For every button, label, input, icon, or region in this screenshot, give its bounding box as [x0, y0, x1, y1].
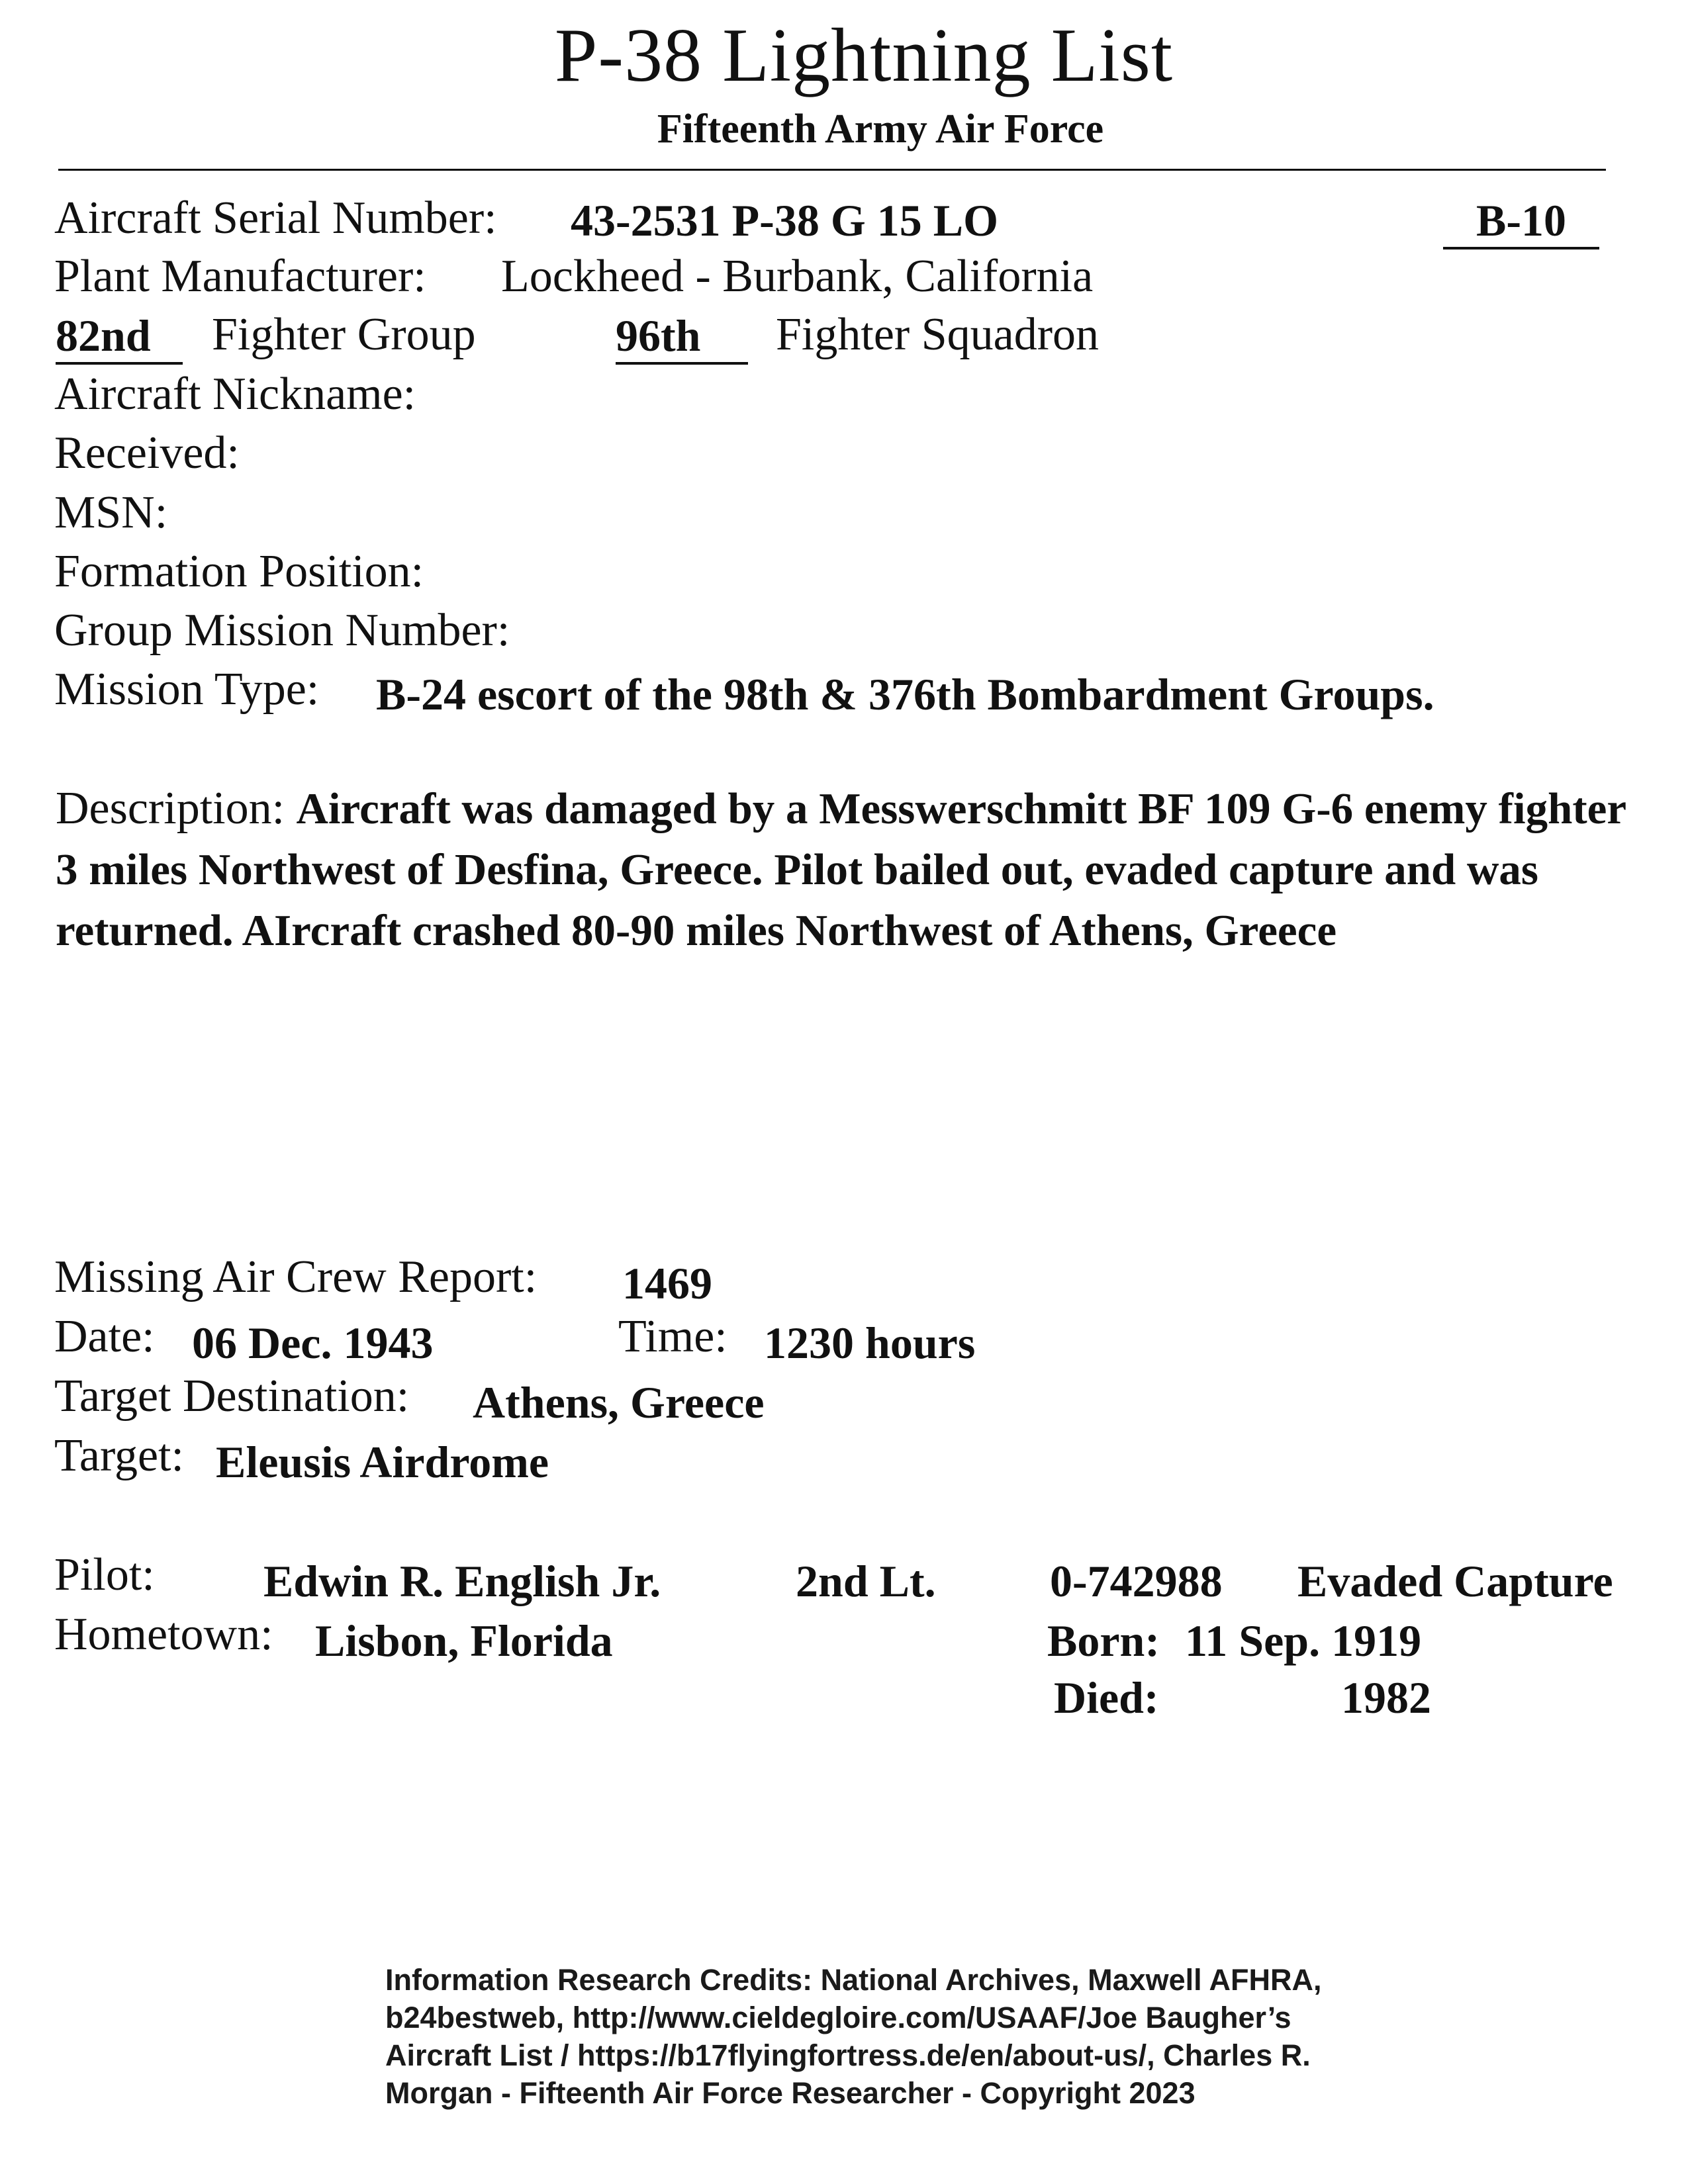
- born-value: 11 Sep. 1919: [1185, 1615, 1422, 1666]
- manufacturer-label: Plant Manufacturer:: [54, 251, 426, 302]
- fighter-group-label: Fighter Group: [212, 309, 476, 360]
- received-label: Received:: [54, 428, 240, 478]
- mission-type-value: B-24 escort of the 98th & 376th Bombardment Groups.: [376, 669, 1434, 719]
- target-label: Target:: [54, 1430, 184, 1481]
- macr-label: Missing Air Crew Report:: [54, 1251, 538, 1302]
- serial-value: 43-2531 P-38 G 15 LO: [571, 195, 998, 246]
- group-mission-number-label: Group Mission Number:: [54, 605, 510, 656]
- aircraft-code: B-10: [1443, 195, 1599, 250]
- macr-value: 1469: [622, 1258, 712, 1308]
- manufacturer-value: Lockheed - Burbank, California: [501, 251, 1094, 302]
- time-value: 1230 hours: [764, 1318, 976, 1368]
- formation-position-label: Formation Position:: [54, 546, 424, 597]
- pilot-rank: 2nd Lt.: [796, 1556, 936, 1606]
- target-value: Eleusis Airdrome: [216, 1437, 549, 1487]
- page-subtitle: Fifteenth Army Air Force: [657, 107, 1104, 152]
- page-title: P-38 Lightning List: [554, 13, 1174, 98]
- pilot-name: Edwin R. English Jr.: [263, 1556, 661, 1606]
- date-label: Date:: [54, 1311, 155, 1362]
- fighter-group-number: 82nd: [56, 310, 183, 365]
- msn-label: MSN:: [54, 487, 168, 538]
- description: [56, 778, 1631, 961]
- hometown-value: Lisbon, Florida: [315, 1615, 613, 1666]
- target-destination-label: Target Destination:: [54, 1371, 410, 1422]
- fighter-squadron-number: 96th: [616, 310, 748, 365]
- target-destination-value: Athens, Greece: [473, 1377, 765, 1428]
- died-label: Died:: [1054, 1672, 1159, 1723]
- died-value: 1982: [1341, 1672, 1431, 1723]
- header-divider: [58, 169, 1606, 171]
- pilot-label: Pilot:: [54, 1549, 155, 1600]
- hometown-label: Hometown:: [54, 1609, 273, 1660]
- description-text: Aircraft was damaged by a Messwerschmitt BF 109 G-6 enemy fighter 3 miles Northwest of Desfina, Greece. Pilot bailed out, evaded capture and was returned. AIrcraft crashed 80-90 miles Northwest of Athens, Greece: [56, 784, 1626, 955]
- time-label: Time:: [618, 1311, 727, 1362]
- pilot-status: Evaded Capture: [1297, 1556, 1613, 1606]
- research-credits: Information Research Credits: National Archives, Maxwell AFHRA, b24bestweb, http://www.cieldegloire.com/USAAF/Joe Baugher’s Aircraft List / https://b17flyingfortress.de/en/about-us/, Charles R. Morgan - Fifteenth Air Force Researcher - Copyright 2023: [385, 1963, 1322, 2110]
- date-value: 06 Dec. 1943: [192, 1318, 434, 1368]
- mission-type-label: Mission Type:: [54, 664, 320, 715]
- description-label: Description:: [56, 783, 285, 834]
- nickname-label: Aircraft Nickname:: [54, 369, 416, 420]
- fighter-squadron-label: Fighter Squadron: [776, 309, 1100, 360]
- serial-label: Aircraft Serial Number:: [54, 193, 497, 244]
- born-label: Born:: [1047, 1615, 1160, 1666]
- pilot-serial: 0-742988: [1050, 1556, 1223, 1606]
